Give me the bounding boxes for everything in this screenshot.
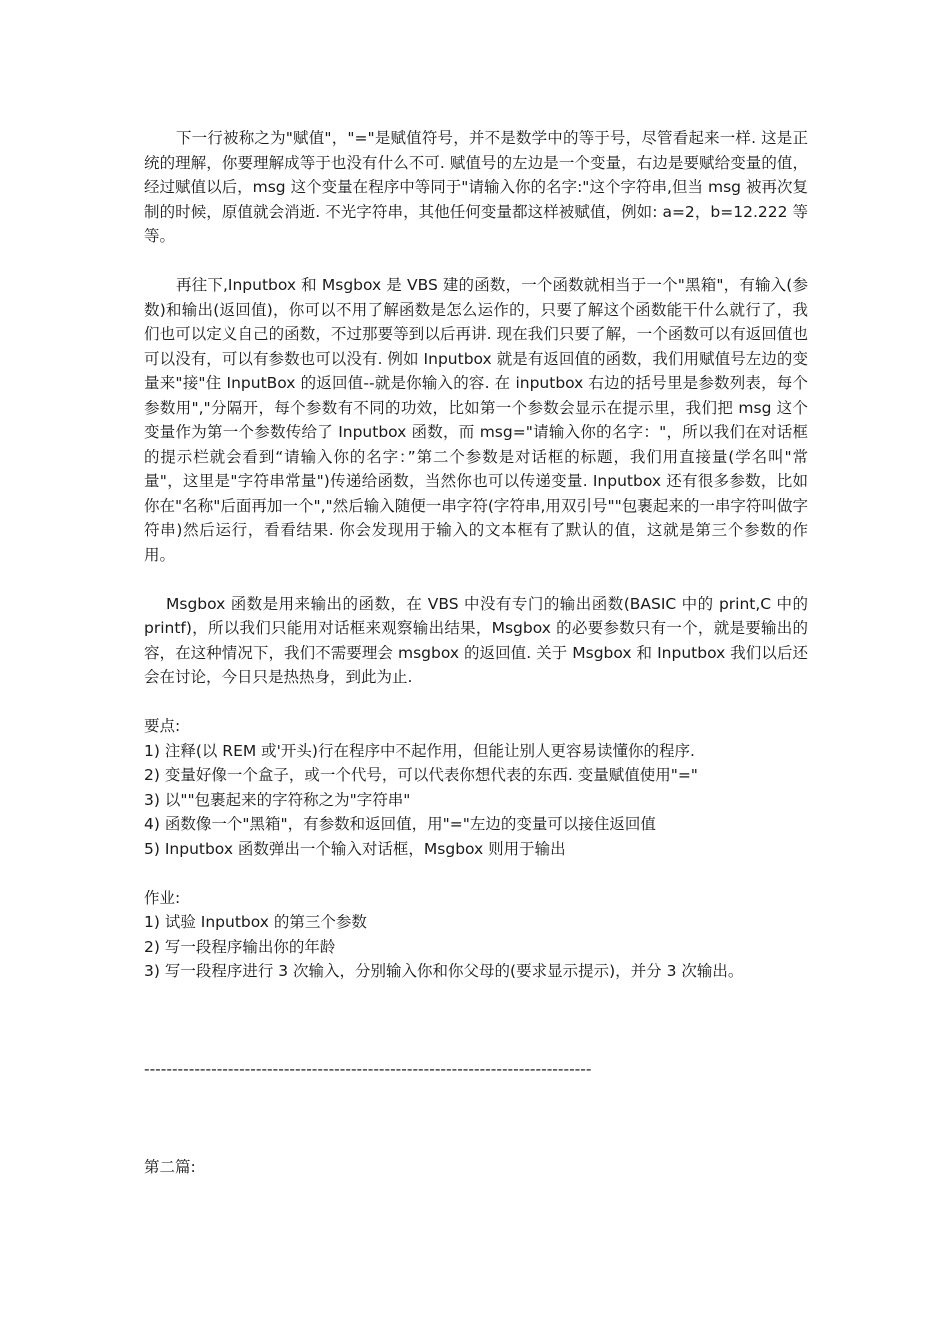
paragraph-spacer: [144, 861, 808, 886]
section-heading: 第二篇:: [144, 1158, 196, 1176]
paragraph-spacer: [144, 984, 808, 1009]
keypoint-item: 1) 注释(以 REM 或'开头)行在程序中不起作用，但能让别人更容易读懂你的程序.: [144, 741, 695, 760]
paragraph-spacer: [144, 1008, 808, 1033]
paragraph-spacer: [144, 567, 808, 592]
paragraph-assignment: 下一行被称之为"赋值"，"="是赋值符号，并不是数学中的等于号，尽管看起来一样. 这是正统的理解，你要理解成等于也没有什么不可. 赋值号的左边是一个变量，右边是要赋给变量的值，经过赋值以后，msg 这个变量在程序中等同于"请输入你的名字:"这个字符串,但当 msg 被再次复制的时候，原值就会消逝. 不光字符串，其他任何变量都这样被赋值，例如: a=2，b=12.222 等等。: [144, 129, 808, 245]
homework-item: 2) 写一段程序输出你的年龄: [144, 937, 336, 956]
keypoint-item: 5) Inputbox 函数弹出一个输入对话框，Msgbox 则用于输出: [144, 839, 566, 858]
paragraph-msgbox: Msgbox 函数是用来输出的函数，在 VBS 中没有专门的输出函数(BASIC 中的 print,C 中的 printf)，所以我们只能用对话框来观察输出结果，Msgbox 的必要参数只有一个，就是要输出的容，在这种情况下，我们不需要理会 msgbox 的返回值. 关于 Msgbox 和 Inputbox 我们以后还会在讨论，今日只是热热身，到此为止.: [144, 594, 808, 686]
keypoint-item: 4) 函数像一个"黑箱"，有参数和返回值，用"="左边的变量可以接住返回值: [144, 815, 656, 833]
homework-item: 1) 试验 Inputbox 的第三个参数: [144, 913, 367, 931]
paragraph-spacer: [144, 1131, 808, 1156]
keypoints-heading: 要点:: [144, 717, 181, 735]
homework-heading: 作业:: [144, 888, 181, 907]
keypoint-item: 3) 以""包裹起来的字符称之为"字符串": [144, 790, 411, 809]
paragraph-spacer: [144, 249, 808, 274]
keypoint-item: 2) 变量好像一个盒子，或一个代号，可以代表你想代表的东西. 变量赋值使用"=": [144, 766, 698, 784]
paragraph-spacer: [144, 690, 808, 715]
paragraph-functions: 再往下,Inputbox 和 Msgbox 是 VBS 建的函数，一个函数就相当于一个"黑箱"，有输入(参数)和输出(返回值)，你可以不用了解函数是怎么运作的，只要了解这个函数能干什么就行了，我们也可以定义自己的函数，不过那要等到以后再讲. 现在我们只要了解，一个函数可以有返回值也可以没有，可以有参数也可以没有. 例如 Inputbox 就是有返回值的函数，我们用赋值号左边的变量来"接"住 InputBox 的返回值--就是你输入的容. 在 inputbox 右边的括号里是参数列表，每个参数用","分隔开，每个参数有不同的功效，比如第一个参数会显示在提示里，我们把 msg 这个变量作为第一个参数传给了 Inputbox 函数，而 msg="请输入你的名字："，所以我们在对话框的提示栏就会看到“请输入你的名字：”第二个参数是对话框的标题，我们用直接量(学名叫"常量"，这里是"字符串常量")传递给函数，当然你也可以传递变量. Inputbox 还有很多参数，比如你在"名称"后面再加一个","然后输入随便一串字符(字符串,用双引号""包裹起来的一串字符叫做字符串)然后运行，看看结果. 你会发现用于输入的文本框有了默认的值，这就是第三个参数的作用。: [144, 276, 808, 564]
paragraph-spacer: [144, 1033, 808, 1058]
section-divider: --------------------------------------------------------------------------------: [144, 1060, 592, 1078]
paragraph-spacer: [144, 1106, 808, 1131]
homework-item: 3) 写一段程序进行 3 次输入，分别输入你和你父母的(要求显示提示)，并分 3 次输出。: [144, 962, 744, 980]
paragraph-spacer: [144, 1082, 808, 1107]
document-body: [144, 126, 808, 1180]
